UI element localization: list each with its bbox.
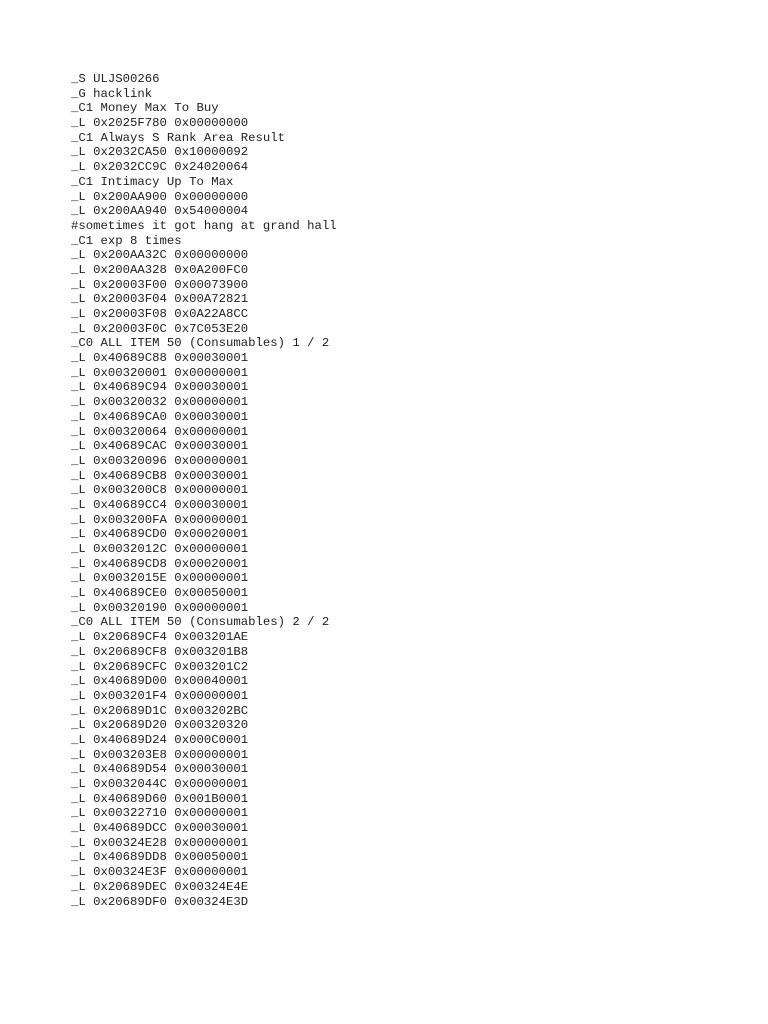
- code-line: _L 0x00320001 0x00000001: [71, 365, 249, 380]
- cheat-code-listing: [71, 72, 337, 909]
- code-line: _L 0x200AA32C 0x00000000: [71, 248, 249, 263]
- code-line: _L 0x40689CD8 0x00020001: [71, 556, 249, 571]
- code-line: _L 0x0032012C 0x00000001: [71, 542, 249, 556]
- code-line: _L 0x200AA328 0x0A200FC0: [71, 262, 249, 277]
- code-line: _L 0x00320096 0x00000001: [71, 453, 249, 468]
- code-line: _L 0x40689CD0 0x00020001: [71, 527, 249, 542]
- code-line: _C0 ALL ITEM 50 (Consumables) 2 / 2: [71, 615, 330, 630]
- code-line: _L 0x40689D60 0x001B0001: [71, 791, 249, 806]
- code-line: _L 0x00322710 0x00000001: [71, 806, 249, 821]
- code-line: _C1 Always S Rank Area Result: [71, 130, 286, 145]
- code-line: _L 0x00324E3F 0x00000001: [71, 865, 249, 880]
- code-line: _L 0x003201F4 0x00000001: [71, 688, 249, 703]
- code-line: _L 0x20689D1C 0x003202BC: [71, 703, 249, 718]
- code-line: _L 0x20003F00 0x00073900: [71, 277, 249, 292]
- code-line: _L 0x40689CB8 0x00030001: [71, 468, 249, 483]
- code-line: _L 0x200AA940 0x54000004: [71, 204, 249, 219]
- code-line: _L 0x003200C8 0x00000001: [71, 483, 249, 498]
- code-line: #sometimes it got hang at grand hall: [71, 218, 337, 233]
- code-line: _L 0x40689CAC 0x00030001: [71, 439, 249, 454]
- code-line: _L 0x003203E8 0x00000001: [71, 747, 249, 762]
- code-line: _S ULJS00266: [71, 72, 160, 86]
- code-line: _L 0x20689CF8 0x003201B8: [71, 644, 249, 659]
- code-line: _C1 exp 8 times: [71, 233, 182, 248]
- code-line: _L 0x40689DD8 0x00050001: [71, 850, 249, 865]
- code-line: _L 0x0032044C 0x00000001: [71, 777, 249, 791]
- code-line: _L 0x40689CA0 0x00030001: [71, 409, 249, 424]
- code-line: _L 0x00320064 0x00000001: [71, 424, 249, 439]
- code-line: _L 0x003200FA 0x00000001: [71, 512, 249, 527]
- code-line: _L 0x40689D24 0x000C0001: [71, 732, 249, 747]
- code-line: _L 0x00324E28 0x00000001: [71, 835, 249, 850]
- code-line: _L 0x20003F04 0x00A72821: [71, 292, 249, 307]
- code-line: _L 0x20689CF4 0x003201AE: [71, 630, 249, 645]
- code-line: _L 0x40689C94 0x00030001: [71, 380, 249, 395]
- code-line: _C0 ALL ITEM 50 (Consumables) 1 / 2: [71, 336, 330, 351]
- code-line: _L 0x20689DEC 0x00324E4E: [71, 879, 249, 894]
- code-line: _L 0x40689C88 0x00030001: [71, 351, 249, 366]
- code-line: _L 0x00320190 0x00000001: [71, 600, 249, 615]
- code-line: _L 0x40689D00 0x00040001: [71, 674, 249, 689]
- code-line: _L 0x40689D54 0x00030001: [71, 762, 249, 777]
- code-line: _L 0x2032CA50 0x10000092: [71, 145, 249, 160]
- code-line: _L 0x20689DF0 0x00324E3D: [71, 894, 249, 909]
- code-line: _C1 Money Max To Buy: [71, 101, 219, 116]
- code-line: _L 0x20689D20 0x00320320: [71, 718, 249, 733]
- code-line: _L 0x200AA900 0x00000000: [71, 189, 249, 204]
- code-line: _L 0x40689DCC 0x00030001: [71, 821, 249, 836]
- code-line: _C1 Intimacy Up To Max: [71, 174, 234, 189]
- code-line: _L 0x00320032 0x00000001: [71, 395, 249, 410]
- code-line: _L 0x2025F780 0x00000000: [71, 116, 249, 131]
- code-line: _L 0x40689CC4 0x00030001: [71, 497, 249, 512]
- code-line: _L 0x20003F0C 0x7C053E20: [71, 321, 249, 336]
- code-line: _L 0x0032015E 0x00000001: [71, 571, 249, 586]
- code-line: _L 0x20003F08 0x0A22A8CC: [71, 307, 249, 321]
- code-line: _G hacklink: [71, 86, 153, 101]
- code-line: _L 0x40689CE0 0x00050001: [71, 586, 249, 601]
- code-line: _L 0x20689CFC 0x003201C2: [71, 659, 249, 674]
- code-line: _L 0x2032CC9C 0x24020064: [71, 160, 249, 175]
